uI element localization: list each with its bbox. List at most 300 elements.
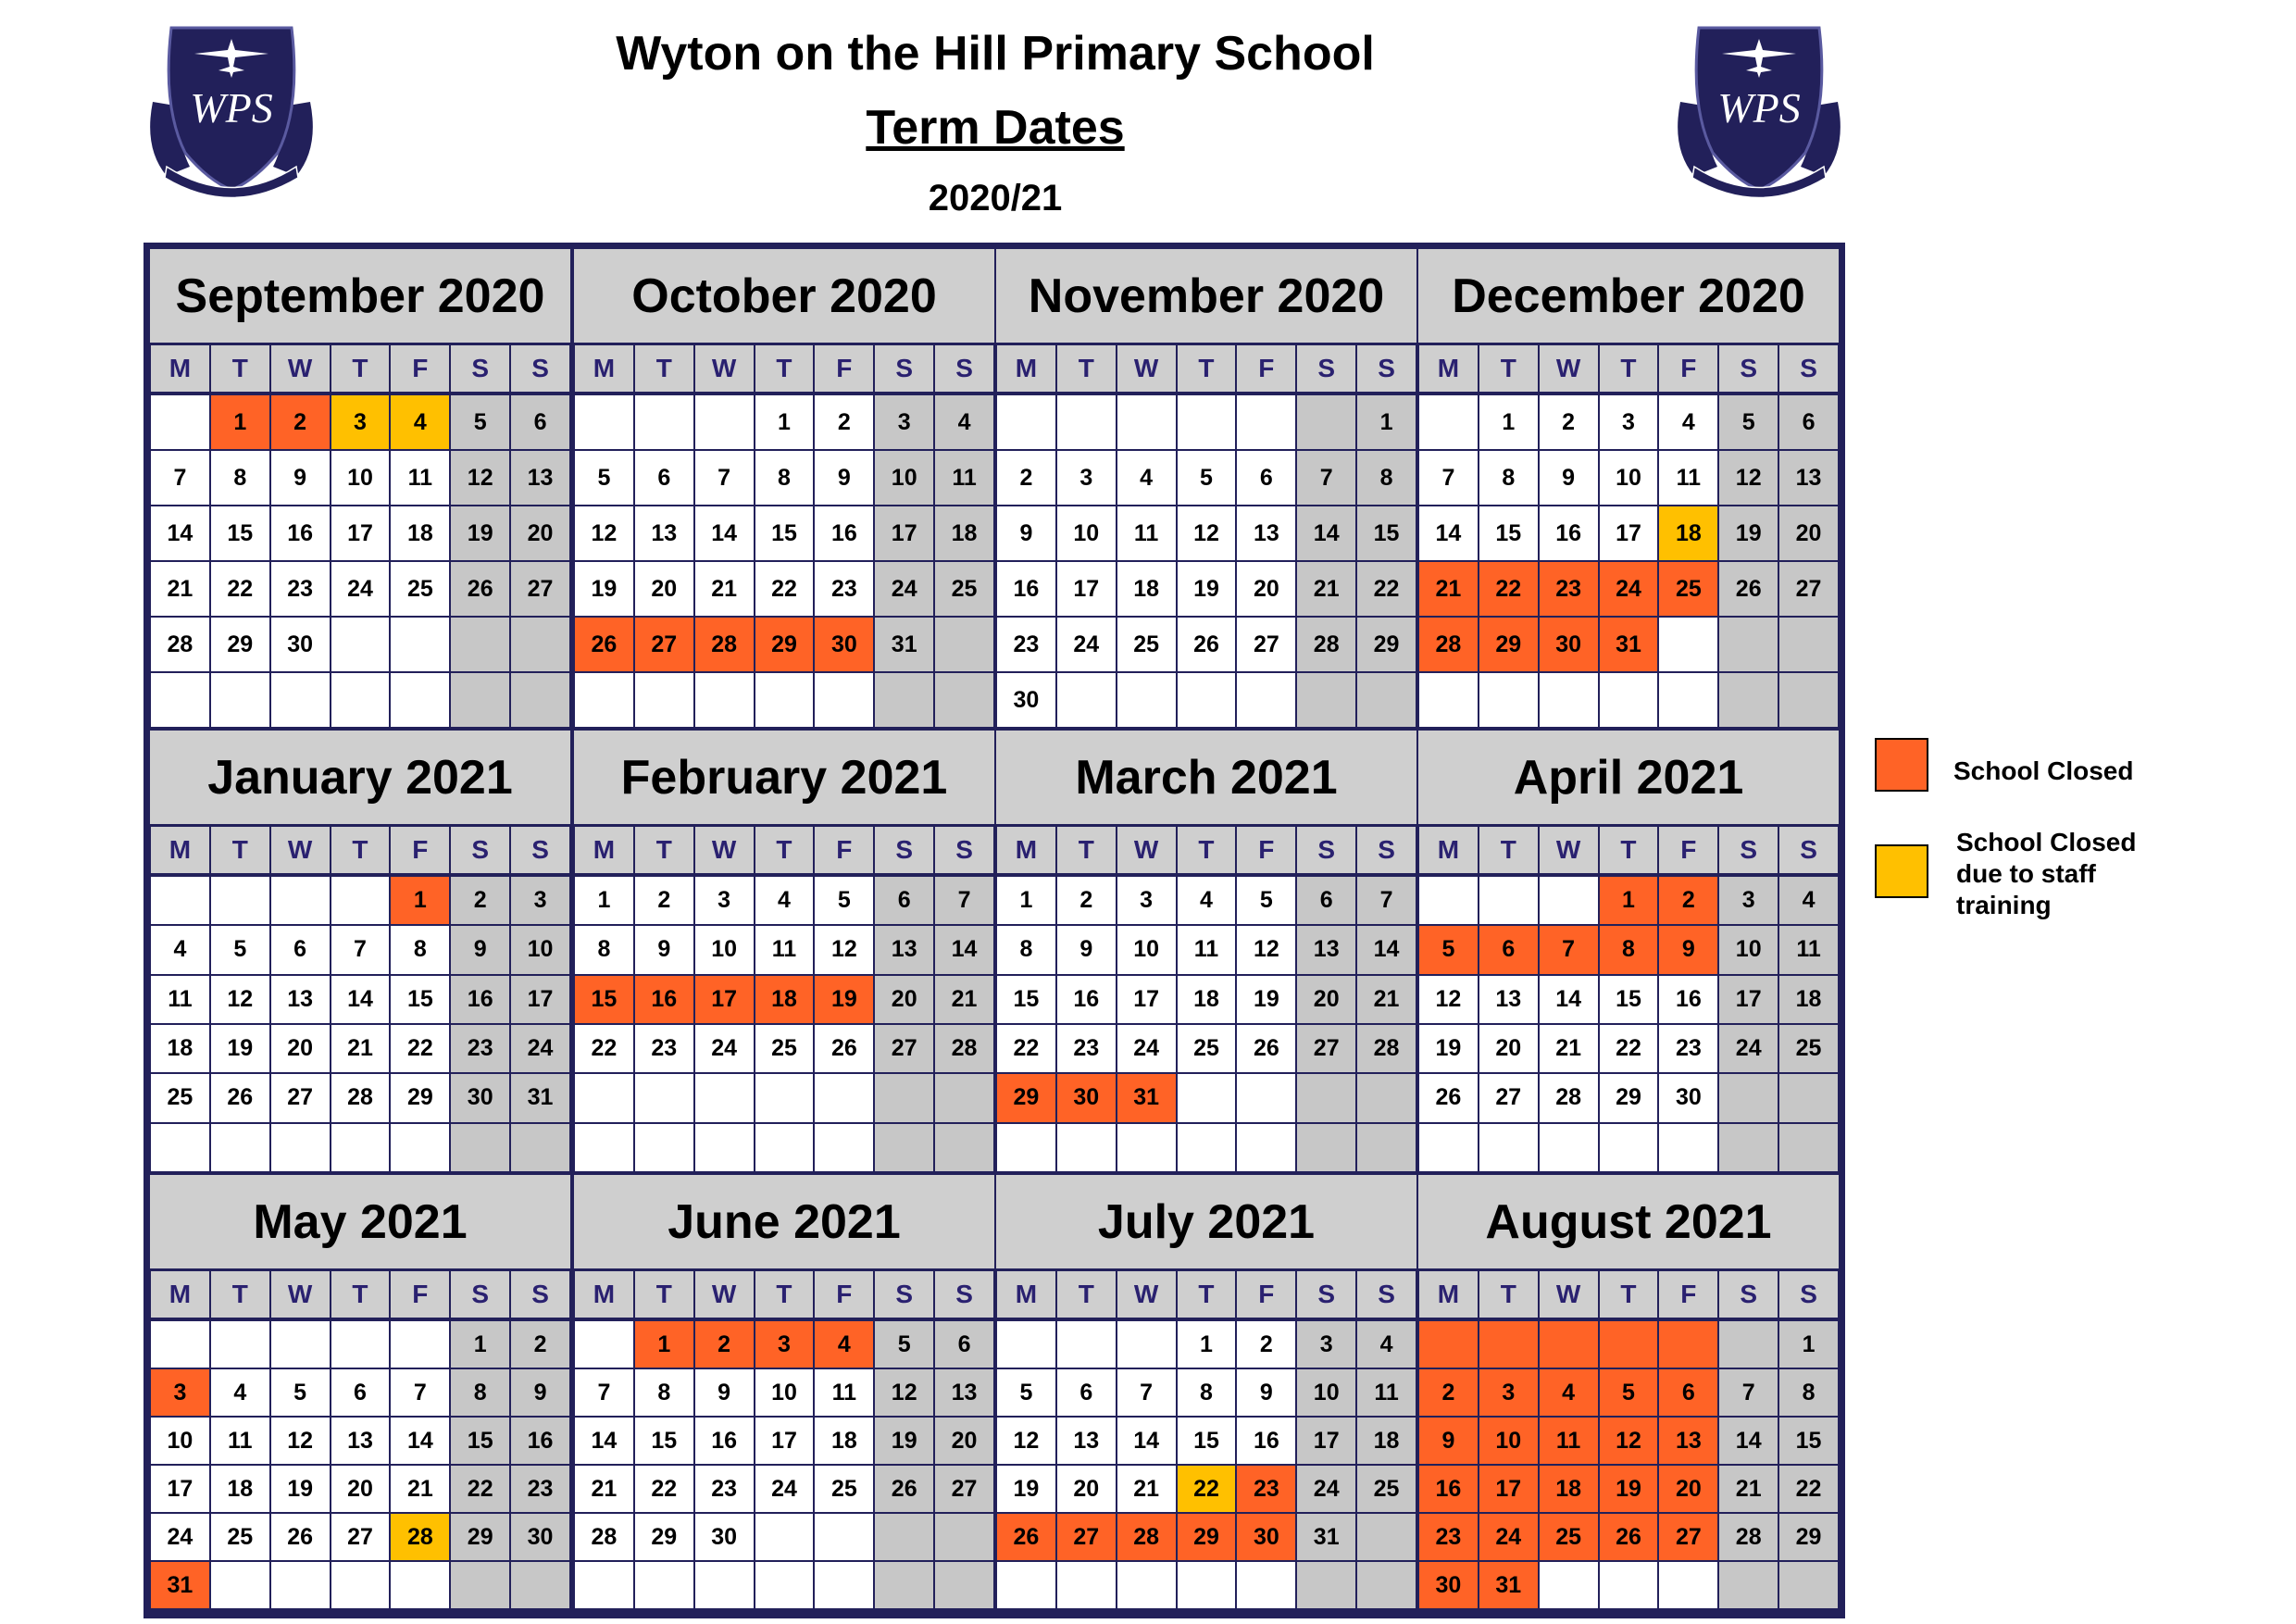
date-cell: 27	[1297, 1025, 1355, 1072]
date-cell: 23	[997, 618, 1055, 671]
date-cell: 15	[997, 976, 1055, 1023]
day-of-week-header: M	[997, 1271, 1055, 1318]
day-of-week-header: W	[1117, 827, 1176, 873]
empty-date-cell	[997, 1562, 1055, 1608]
empty-date-cell	[695, 673, 754, 727]
date-cell: 18	[211, 1466, 269, 1512]
day-of-week-header: M	[1419, 1271, 1478, 1318]
date-cell: 25	[1540, 1514, 1598, 1560]
date-cell: 26	[1600, 1514, 1658, 1560]
empty-date-cell	[635, 395, 693, 449]
empty-date-cell	[1237, 395, 1295, 449]
date-cell: 10	[875, 451, 933, 505]
date-cell: 15	[575, 976, 633, 1023]
date-cell: 10	[1057, 506, 1116, 560]
date-cell: 20	[1659, 1466, 1717, 1512]
date-cell: 3	[695, 877, 754, 924]
date-cell: 4	[1178, 877, 1236, 924]
empty-date-cell	[935, 673, 993, 727]
day-of-week-header: T	[1178, 827, 1236, 873]
empty-date-cell	[1419, 877, 1478, 924]
date-cell: 16	[1419, 1466, 1478, 1512]
date-cell: 8	[1479, 451, 1538, 505]
date-cell: 11	[755, 926, 814, 973]
date-cell: 17	[1117, 976, 1176, 1023]
month-block	[150, 1175, 570, 1609]
date-cell: 1	[1779, 1321, 1838, 1368]
legend-closed-swatch	[1875, 738, 1928, 792]
empty-date-cell	[1600, 1321, 1658, 1368]
empty-date-cell	[815, 1124, 873, 1171]
empty-date-cell	[875, 1562, 933, 1608]
empty-date-cell	[1540, 673, 1598, 727]
date-cell: 22	[755, 562, 814, 616]
day-of-week-header: S	[1357, 1271, 1416, 1318]
date-cell: 20	[935, 1418, 993, 1464]
date-cell: 3	[331, 395, 390, 449]
empty-date-cell	[1357, 673, 1416, 727]
empty-date-cell	[331, 618, 390, 671]
date-cell: 21	[1719, 1466, 1778, 1512]
date-cell: 8	[1357, 451, 1416, 505]
date-cell: 9	[1419, 1418, 1478, 1464]
empty-date-cell	[331, 1562, 390, 1608]
day-of-week-header: M	[575, 345, 633, 392]
empty-date-cell	[331, 673, 390, 727]
date-cell: 11	[1659, 451, 1717, 505]
date-cell: 23	[815, 562, 873, 616]
date-cell: 22	[391, 1025, 449, 1072]
date-cell: 11	[1117, 506, 1176, 560]
date-cell: 19	[271, 1466, 330, 1512]
date-cell: 23	[1237, 1466, 1295, 1512]
date-cell: 8	[391, 926, 449, 973]
empty-date-cell	[997, 1124, 1055, 1171]
date-cell: 12	[1719, 451, 1778, 505]
date-cell: 15	[451, 1418, 509, 1464]
date-cell: 17	[875, 506, 933, 560]
date-cell: 9	[511, 1369, 569, 1416]
date-cell: 14	[1719, 1418, 1778, 1464]
empty-date-cell	[815, 1074, 873, 1121]
empty-date-cell	[815, 673, 873, 727]
empty-date-cell	[1297, 1074, 1355, 1121]
empty-date-cell	[695, 1562, 754, 1608]
empty-date-cell	[1297, 1124, 1355, 1171]
empty-date-cell	[1779, 618, 1838, 671]
date-cell: 3	[1600, 395, 1658, 449]
page-title: Term Dates	[866, 101, 1125, 155]
empty-date-cell	[1237, 1562, 1295, 1608]
date-cell: 5	[271, 1369, 330, 1416]
date-cell: 15	[1178, 1418, 1236, 1464]
empty-date-cell	[1779, 673, 1838, 727]
date-cell: 14	[391, 1418, 449, 1464]
date-cell: 27	[511, 562, 569, 616]
date-cell: 12	[1600, 1418, 1658, 1464]
date-cell: 31	[875, 618, 933, 671]
date-cell: 12	[1178, 506, 1236, 560]
empty-date-cell	[1178, 1562, 1236, 1608]
date-cell: 19	[1178, 562, 1236, 616]
date-cell: 14	[1540, 976, 1598, 1023]
day-of-week-header: S	[935, 1271, 993, 1318]
date-cell: 9	[1237, 1369, 1295, 1416]
date-cell: 8	[755, 451, 814, 505]
date-cell: 9	[1057, 926, 1116, 973]
date-cell: 13	[1297, 926, 1355, 973]
date-cell: 12	[211, 976, 269, 1023]
date-cell: 1	[1357, 395, 1416, 449]
date-cell: 24	[1117, 1025, 1176, 1072]
month-block	[150, 731, 570, 1172]
month-block	[996, 731, 1416, 1172]
date-cell: 20	[271, 1025, 330, 1072]
day-of-week-header: T	[1178, 345, 1236, 392]
date-cell: 11	[1357, 1369, 1416, 1416]
date-cell: 15	[391, 976, 449, 1023]
day-of-week-header: T	[1178, 1271, 1236, 1318]
date-cell: 2	[1659, 877, 1717, 924]
date-cell: 28	[1297, 618, 1355, 671]
empty-date-cell	[1419, 1124, 1478, 1171]
date-cell: 19	[1237, 976, 1295, 1023]
date-cell: 3	[755, 1321, 814, 1368]
date-cell: 15	[1479, 506, 1538, 560]
day-of-week-header: S	[1779, 827, 1838, 873]
day-of-week-header: M	[575, 1271, 633, 1318]
day-of-week-header: S	[935, 345, 993, 392]
date-cell: 27	[1659, 1514, 1717, 1560]
date-cell: 7	[695, 451, 754, 505]
empty-date-cell	[1719, 1124, 1778, 1171]
month-title: October 2020	[574, 249, 994, 343]
day-of-week-header: T	[1600, 827, 1658, 873]
date-cell: 22	[575, 1025, 633, 1072]
date-cell: 25	[815, 1466, 873, 1512]
date-cell: 11	[391, 451, 449, 505]
day-of-week-header: S	[1719, 1271, 1778, 1318]
date-cell: 16	[1659, 976, 1717, 1023]
date-cell: 27	[635, 618, 693, 671]
empty-date-cell	[1057, 395, 1116, 449]
date-cell: 8	[1779, 1369, 1838, 1416]
date-cell: 17	[331, 506, 390, 560]
date-cell: 8	[575, 926, 633, 973]
empty-date-cell	[1479, 1321, 1538, 1368]
date-cell: 1	[575, 877, 633, 924]
month-title: May 2021	[150, 1175, 570, 1268]
date-cell: 6	[1779, 395, 1838, 449]
school-name: Wyton on the Hill Primary School	[616, 27, 1375, 81]
date-cell: 26	[997, 1514, 1055, 1560]
date-cell: 7	[1117, 1369, 1176, 1416]
date-cell: 30	[511, 1514, 569, 1560]
date-cell: 2	[695, 1321, 754, 1368]
date-cell: 18	[815, 1418, 873, 1464]
date-cell: 20	[1779, 506, 1838, 560]
empty-date-cell	[755, 1124, 814, 1171]
date-cell: 24	[875, 562, 933, 616]
date-cell: 16	[815, 506, 873, 560]
date-cell: 1	[211, 395, 269, 449]
empty-date-cell	[1178, 673, 1236, 727]
date-cell: 6	[1659, 1369, 1717, 1416]
date-cell: 11	[1779, 926, 1838, 973]
date-cell: 1	[635, 1321, 693, 1368]
date-cell: 13	[1659, 1418, 1717, 1464]
day-of-week-header: W	[271, 1271, 330, 1318]
day-of-week-header: M	[997, 827, 1055, 873]
day-of-week-header: S	[875, 1271, 933, 1318]
date-cell: 6	[935, 1321, 993, 1368]
date-cell: 31	[1600, 618, 1658, 671]
day-of-week-header: F	[1659, 345, 1717, 392]
date-cell: 18	[1117, 562, 1176, 616]
date-cell: 17	[755, 1418, 814, 1464]
date-cell: 21	[935, 976, 993, 1023]
date-cell: 13	[331, 1418, 390, 1464]
date-cell: 30	[1540, 618, 1598, 671]
month-block	[574, 1175, 994, 1609]
date-cell: 24	[1719, 1025, 1778, 1072]
date-cell: 24	[151, 1514, 209, 1560]
empty-date-cell	[511, 1124, 569, 1171]
date-cell: 13	[271, 976, 330, 1023]
date-cell: 15	[211, 506, 269, 560]
empty-date-cell	[575, 1124, 633, 1171]
date-cell: 11	[815, 1369, 873, 1416]
legend-training-label: School Closed due to staff training	[1956, 828, 2137, 919]
date-cell: 3	[1117, 877, 1176, 924]
empty-date-cell	[1178, 1124, 1236, 1171]
empty-date-cell	[1237, 1074, 1295, 1121]
date-cell: 25	[1357, 1466, 1416, 1512]
day-of-week-header: M	[151, 1271, 209, 1318]
day-of-week-header: T	[1479, 345, 1538, 392]
day-of-week-header: F	[1237, 827, 1295, 873]
date-cell: 5	[1178, 451, 1236, 505]
date-cell: 5	[1237, 877, 1295, 924]
date-cell: 11	[935, 451, 993, 505]
day-of-week-header: S	[1779, 345, 1838, 392]
empty-date-cell	[755, 1514, 814, 1560]
empty-date-cell	[755, 1562, 814, 1608]
empty-date-cell	[1117, 1321, 1176, 1368]
empty-date-cell	[511, 1562, 569, 1608]
date-cell: 5	[1719, 395, 1778, 449]
date-cell: 18	[1178, 976, 1236, 1023]
date-cell: 9	[1540, 451, 1598, 505]
date-cell: 9	[271, 451, 330, 505]
empty-date-cell	[211, 1321, 269, 1368]
day-of-week-header: S	[935, 827, 993, 873]
date-cell: 21	[695, 562, 754, 616]
date-cell: 2	[271, 395, 330, 449]
day-of-week-header: F	[391, 827, 449, 873]
empty-date-cell	[331, 1124, 390, 1171]
date-cell: 21	[331, 1025, 390, 1072]
empty-date-cell	[271, 673, 330, 727]
date-cell: 29	[997, 1074, 1055, 1121]
empty-date-cell	[1117, 1562, 1176, 1608]
date-cell: 4	[211, 1369, 269, 1416]
empty-date-cell	[331, 877, 390, 924]
month-title: February 2021	[574, 731, 994, 824]
date-cell: 29	[1479, 618, 1538, 671]
date-cell: 9	[815, 451, 873, 505]
empty-date-cell	[1057, 1562, 1116, 1608]
date-cell: 16	[1237, 1418, 1295, 1464]
day-of-week-header: W	[1540, 827, 1598, 873]
day-of-week-header: S	[875, 345, 933, 392]
day-of-week-header: T	[211, 345, 269, 392]
date-cell: 2	[635, 877, 693, 924]
date-cell: 4	[755, 877, 814, 924]
date-cell: 4	[935, 395, 993, 449]
day-of-week-header: T	[331, 345, 390, 392]
date-cell: 5	[997, 1369, 1055, 1416]
day-of-week-header: S	[1779, 1271, 1838, 1318]
date-cell: 4	[1117, 451, 1176, 505]
date-cell: 12	[997, 1418, 1055, 1464]
date-cell: 6	[1297, 877, 1355, 924]
empty-date-cell	[635, 1124, 693, 1171]
date-cell: 27	[1237, 618, 1295, 671]
date-cell: 1	[1178, 1321, 1236, 1368]
empty-date-cell	[271, 877, 330, 924]
date-cell: 2	[997, 451, 1055, 505]
term-calendar	[144, 243, 1845, 1618]
date-cell: 23	[1540, 562, 1598, 616]
day-of-week-header: T	[1600, 1271, 1658, 1318]
day-of-week-header: S	[1719, 345, 1778, 392]
date-cell: 14	[695, 506, 754, 560]
day-of-week-header: F	[815, 827, 873, 873]
date-cell: 15	[1600, 976, 1658, 1023]
empty-date-cell	[1357, 1562, 1416, 1608]
date-cell: 16	[1057, 976, 1116, 1023]
day-of-week-header: S	[875, 827, 933, 873]
month-title: July 2021	[996, 1175, 1416, 1268]
date-cell: 16	[1540, 506, 1598, 560]
date-cell: 27	[331, 1514, 390, 1560]
empty-date-cell	[1117, 1124, 1176, 1171]
month-block	[1418, 731, 1839, 1172]
date-cell: 22	[635, 1466, 693, 1512]
date-cell: 19	[1600, 1466, 1658, 1512]
empty-date-cell	[1237, 673, 1295, 727]
date-cell: 12	[1237, 926, 1295, 973]
date-cell: 6	[875, 877, 933, 924]
empty-date-cell	[151, 1124, 209, 1171]
date-cell: 13	[1479, 976, 1538, 1023]
date-cell: 17	[511, 976, 569, 1023]
empty-date-cell	[391, 1124, 449, 1171]
empty-date-cell	[1540, 1124, 1598, 1171]
logo-initials: WPS	[1717, 84, 1801, 131]
empty-date-cell	[151, 877, 209, 924]
empty-date-cell	[1117, 673, 1176, 727]
date-cell: 28	[1419, 618, 1478, 671]
date-cell: 14	[1419, 506, 1478, 560]
empty-date-cell	[1540, 1321, 1598, 1368]
date-cell: 11	[1540, 1418, 1598, 1464]
date-cell: 1	[997, 877, 1055, 924]
day-of-week-header: S	[511, 1271, 569, 1318]
empty-date-cell	[391, 618, 449, 671]
date-cell: 24	[511, 1025, 569, 1072]
date-cell: 14	[1357, 926, 1416, 973]
date-cell: 23	[1659, 1025, 1717, 1072]
month-block	[150, 249, 570, 728]
date-cell: 17	[151, 1466, 209, 1512]
day-of-week-header: M	[151, 345, 209, 392]
date-cell: 18	[1779, 976, 1838, 1023]
date-cell: 26	[1719, 562, 1778, 616]
day-of-week-header: S	[1297, 827, 1355, 873]
empty-date-cell	[1659, 618, 1717, 671]
date-cell: 19	[1719, 506, 1778, 560]
month-block	[574, 731, 994, 1172]
empty-date-cell	[1178, 395, 1236, 449]
date-cell: 30	[997, 673, 1055, 727]
empty-date-cell	[1779, 1124, 1838, 1171]
date-cell: 19	[575, 562, 633, 616]
empty-date-cell	[1357, 1124, 1416, 1171]
date-cell: 4	[815, 1321, 873, 1368]
empty-date-cell	[1659, 1321, 1717, 1368]
empty-date-cell	[151, 395, 209, 449]
date-cell: 7	[331, 926, 390, 973]
date-cell: 31	[1297, 1514, 1355, 1560]
date-cell: 20	[1237, 562, 1295, 616]
month-block	[1418, 1175, 1839, 1609]
date-cell: 7	[1297, 451, 1355, 505]
date-cell: 2	[815, 395, 873, 449]
date-cell: 6	[1057, 1369, 1116, 1416]
empty-date-cell	[451, 673, 509, 727]
empty-date-cell	[815, 1562, 873, 1608]
empty-date-cell	[575, 395, 633, 449]
day-of-week-header: T	[1479, 827, 1538, 873]
date-cell: 18	[755, 976, 814, 1023]
empty-date-cell	[575, 1074, 633, 1121]
date-cell: 3	[1297, 1321, 1355, 1368]
date-cell: 12	[875, 1369, 933, 1416]
date-cell: 24	[1600, 562, 1658, 616]
date-cell: 23	[635, 1025, 693, 1072]
date-cell: 9	[451, 926, 509, 973]
date-cell: 10	[1297, 1369, 1355, 1416]
empty-date-cell	[1297, 673, 1355, 727]
date-cell: 1	[1479, 395, 1538, 449]
date-cell: 19	[211, 1025, 269, 1072]
date-cell: 10	[1117, 926, 1176, 973]
date-cell: 18	[151, 1025, 209, 1072]
date-cell: 15	[1779, 1418, 1838, 1464]
date-cell: 26	[875, 1466, 933, 1512]
date-cell: 29	[211, 618, 269, 671]
day-of-week-header: W	[695, 345, 754, 392]
empty-date-cell	[1719, 618, 1778, 671]
day-of-week-header: F	[1659, 1271, 1717, 1318]
date-cell: 30	[1659, 1074, 1717, 1121]
empty-date-cell	[935, 1124, 993, 1171]
empty-date-cell	[1479, 673, 1538, 727]
empty-date-cell	[1297, 1562, 1355, 1608]
date-cell: 22	[1357, 562, 1416, 616]
